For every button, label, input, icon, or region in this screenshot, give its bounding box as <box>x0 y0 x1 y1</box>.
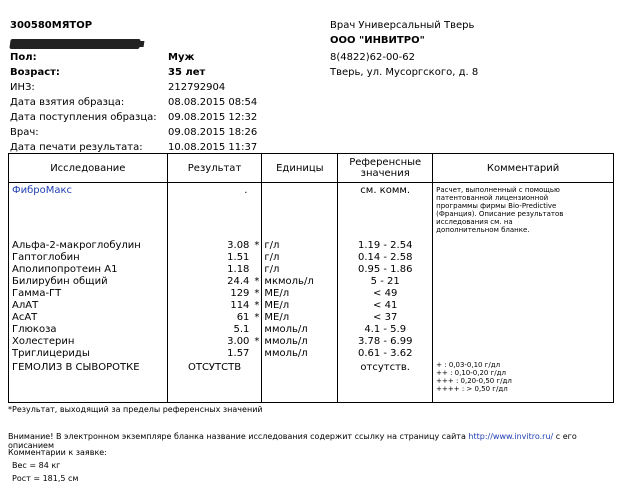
out-of-range-mark: * <box>254 312 260 323</box>
lab-doctor: Врач Универсальный Тверь <box>330 20 475 31</box>
analyte-unit: г/л <box>264 240 280 251</box>
analyte-name: Альфа-2-макроглобулин <box>12 240 141 251</box>
analyte-unit: г/л <box>264 252 280 263</box>
analyte-value: 3.00 <box>227 336 250 347</box>
doctor-label: Врач: <box>10 127 39 138</box>
redacted-name <box>9 39 140 49</box>
out-of-range-mark: * <box>254 300 260 311</box>
sample-taken-label: Дата взятия образца: <box>10 97 125 108</box>
analyte-result-cell <box>168 336 262 348</box>
lab-name: ООО "ИНВИТРО" <box>330 35 425 46</box>
lab-phone: 8(4822)62-00-62 <box>330 52 416 63</box>
analyte-unit: ммоль/л <box>264 348 308 359</box>
analyte-unit: ммоль/л <box>264 324 308 335</box>
analyte-name: Аполипопротеин А1 <box>12 264 118 275</box>
analyte-result-cell <box>168 288 262 300</box>
fibromax-reference: см. комм. <box>360 185 411 196</box>
out-of-range-mark: * <box>254 288 260 299</box>
analyte-unit: МЕ/л <box>264 312 290 323</box>
comment-line-weight: Вес = 84 кг <box>12 461 61 470</box>
analyte-value: 114 <box>230 300 250 311</box>
inz-value: 212792904 <box>168 82 226 93</box>
analyte-reference: < 41 <box>373 300 398 311</box>
results-table <box>8 153 614 403</box>
age-label: Возраст: <box>10 67 60 78</box>
analyte-name: Триглицериды <box>12 348 90 359</box>
comment-line-height: Рост = 181,5 см <box>12 474 79 483</box>
analyte-result-cell <box>168 276 262 288</box>
hemolysis-result: ОТСУТСТВ <box>187 362 242 373</box>
analyte-name: Холестерин <box>12 336 75 347</box>
header-study: Исследование <box>9 154 168 183</box>
hemolysis-legend-line: ++++ : > 0,50 г/дл <box>436 385 508 393</box>
analyte-value: 1.51 <box>227 252 250 263</box>
analyte-value: 5.1 <box>233 324 250 335</box>
reference-column <box>338 183 433 403</box>
header-comment: Комментарий <box>433 154 614 183</box>
analyte-value: 61 <box>236 312 250 323</box>
analyte-value: 1.18 <box>227 264 250 275</box>
analyte-reference: 1.19 - 2.54 <box>357 240 413 251</box>
analyte-reference: 5 - 21 <box>370 276 400 287</box>
invitro-link[interactable]: http://www.invitro.ru/ <box>468 432 554 441</box>
notice-text-before: Внимание! В электронном экземпляре бланка название исследования содержит ссылку на страницу сайта <box>8 432 469 441</box>
notice-text-after: с его описанием <box>8 432 577 450</box>
out-of-range-mark: * <box>254 240 260 251</box>
analyte-value: 129 <box>230 288 250 299</box>
header-reference: Референсные значения <box>338 154 433 183</box>
analyte-unit: мкмоль/л <box>264 276 314 287</box>
analyte-name: Гаптоглобин <box>12 252 80 263</box>
sample-received-value: 09.08.2015 12:32 <box>168 112 258 123</box>
print-label: Дата печати результата: <box>10 142 143 153</box>
patient-code: 300580МЯТОР <box>10 20 93 31</box>
age-value: 35 лет <box>168 67 206 78</box>
hemolysis-legend-line: +++ : 0,20-0,50 г/дл <box>436 377 512 385</box>
header-units: Единицы <box>262 154 338 183</box>
analyte-name: Глюкоза <box>12 324 57 335</box>
comments-title: Комментарии к заявке: <box>8 448 107 457</box>
hemolysis-legend-line: + : 0,03-0,10 г/дл <box>436 361 501 369</box>
analyte-unit: г/л <box>264 264 280 275</box>
analyte-unit: ммоль/л <box>264 336 308 347</box>
analyte-unit: МЕ/л <box>264 300 290 311</box>
analyte-reference: 4.1 - 5.9 <box>364 324 407 335</box>
fibromax-result: . <box>244 185 248 196</box>
analyte-result-cell <box>168 300 262 312</box>
analyte-reference: 0.14 - 2.58 <box>357 252 413 263</box>
analyte-result-cell <box>168 264 262 276</box>
units-column <box>262 183 338 403</box>
analyte-name: Билирубин общий <box>12 276 108 287</box>
analyte-value: 3.08 <box>227 240 250 251</box>
sex-label: Пол: <box>10 52 37 63</box>
analyte-result-cell <box>168 252 262 264</box>
sample-taken-value: 08.08.2015 08:54 <box>168 97 258 108</box>
analyte-result-cell <box>168 348 262 360</box>
analyte-reference: 0.61 - 3.62 <box>357 348 413 359</box>
analyte-result-cell <box>168 312 262 324</box>
analyte-reference: 3.78 - 6.99 <box>357 336 413 347</box>
fibromax-link[interactable]: ФиброМакс <box>12 185 73 196</box>
analyte-name: Гамма-ГТ <box>12 288 62 299</box>
sex-value: Муж <box>168 52 195 63</box>
result-column <box>167 183 262 403</box>
study-column <box>9 183 168 403</box>
footnote: *Результат, выходящий за пределы референсных значений <box>8 405 263 414</box>
analyte-result-cell <box>168 240 262 252</box>
hemolysis-reference: отсутств. <box>360 362 410 373</box>
analyte-value: 1.57 <box>227 348 250 359</box>
analyte-reference: < 37 <box>373 312 398 323</box>
hemolysis-legend-line: ++ : 0,10-0,20 г/дл <box>436 369 506 377</box>
print-value: 10.08.2015 11:37 <box>168 142 258 153</box>
inz-label: ИНЗ: <box>10 82 35 93</box>
analyte-name: АлАТ <box>12 300 39 311</box>
fibromax-comment: Расчет, выполненный с помощью патентованной лицензионной программы фирмы Bio-Predictive (Франция). Описание результатов исследования см. на дополнительном бланке. <box>436 186 564 234</box>
analyte-result-cell <box>168 324 262 336</box>
header-result: Результат <box>167 154 262 183</box>
analyte-name: АсАТ <box>12 312 38 323</box>
lab-address: Тверь, ул. Мусоргского, д. 8 <box>330 67 479 78</box>
analyte-reference: < 49 <box>373 288 398 299</box>
analyte-reference: 0.95 - 1.86 <box>357 264 413 275</box>
out-of-range-mark: * <box>254 276 260 287</box>
hemolysis-name: ГЕМОЛИЗ В СЫВОРОТКЕ <box>12 362 140 373</box>
analyte-unit: МЕ/л <box>264 288 290 299</box>
analyte-value: 24.4 <box>227 276 250 287</box>
out-of-range-mark: * <box>254 336 260 347</box>
doctor-value: 09.08.2015 18:26 <box>168 127 258 138</box>
sample-received-label: Дата поступления образца: <box>10 112 157 123</box>
comment-column <box>433 183 614 403</box>
